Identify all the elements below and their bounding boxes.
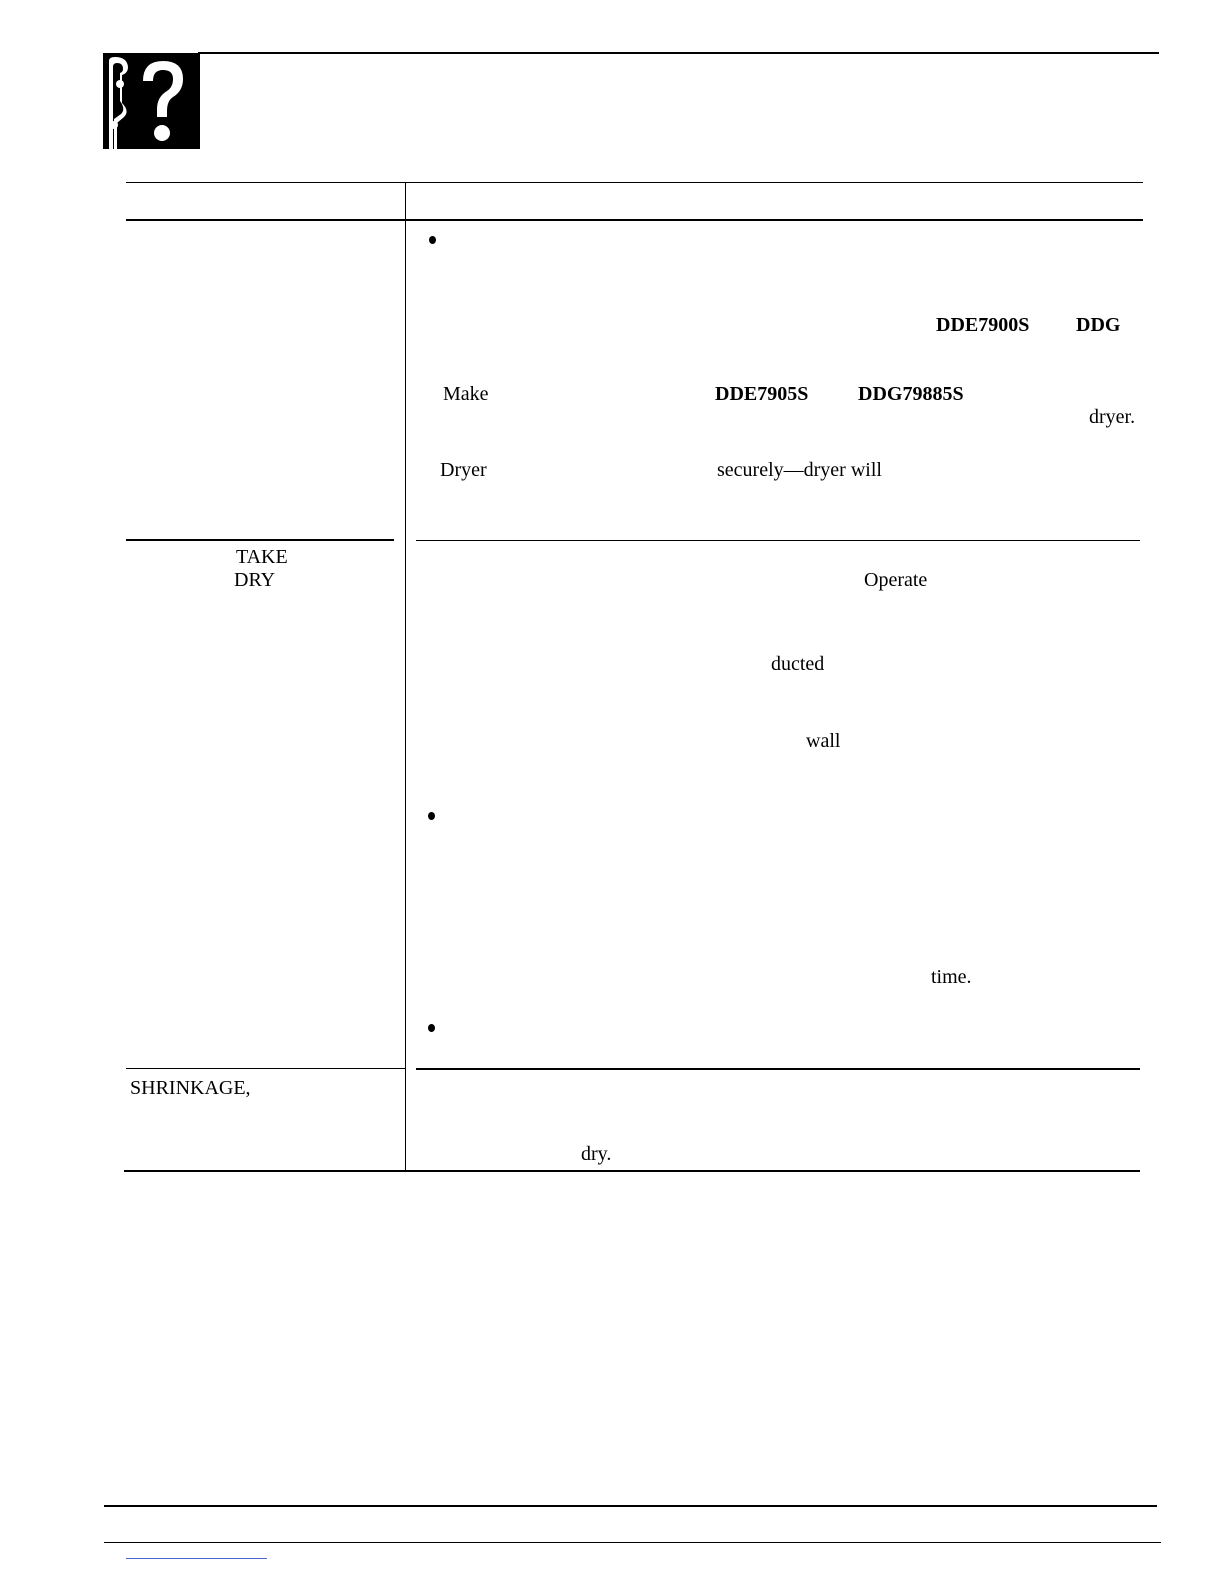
model-number: DDG <box>1076 314 1121 336</box>
bullet-row2-2 <box>428 1024 435 1032</box>
cause-text: Dryer <box>440 459 487 481</box>
bullet-row1-1 <box>429 236 436 244</box>
row-divider-cause-2 <box>416 1068 1140 1070</box>
troubleshooting-face-question-icon <box>103 53 200 149</box>
footer-rule-1 <box>104 1505 1157 1507</box>
row-divider-problem-1 <box>126 539 394 541</box>
cause-text: dryer. <box>1089 406 1136 428</box>
footer-rule-2 <box>104 1542 1161 1543</box>
row-divider-problem-2 <box>126 1068 406 1069</box>
row-divider-cause-1 <box>416 540 1140 541</box>
column-divider <box>405 183 406 1170</box>
problem-text: DRY <box>234 569 276 591</box>
cause-text: securely—dryer will <box>717 459 882 481</box>
cause-text: time. <box>931 966 972 988</box>
table-bottom-rule <box>124 1170 1140 1172</box>
problem-text: SHRINKAGE, <box>130 1077 251 1099</box>
table-header-rule <box>126 219 1143 221</box>
model-number: DDE7900S <box>936 314 1030 336</box>
top-rule <box>198 52 1159 54</box>
bullet-row2-1 <box>428 812 435 820</box>
cause-text: Make <box>443 383 489 405</box>
footer-link-underline[interactable] <box>126 1558 267 1559</box>
table-top-rule <box>126 182 1143 183</box>
problem-text: TAKE <box>236 546 288 568</box>
cause-text: ducted <box>771 653 825 675</box>
cause-text: wall <box>806 730 841 752</box>
model-number: DDG79885S <box>858 383 964 405</box>
model-number: DDE7905S <box>715 383 809 405</box>
cause-text: dry. <box>581 1143 612 1165</box>
cause-text: Operate <box>864 569 928 591</box>
